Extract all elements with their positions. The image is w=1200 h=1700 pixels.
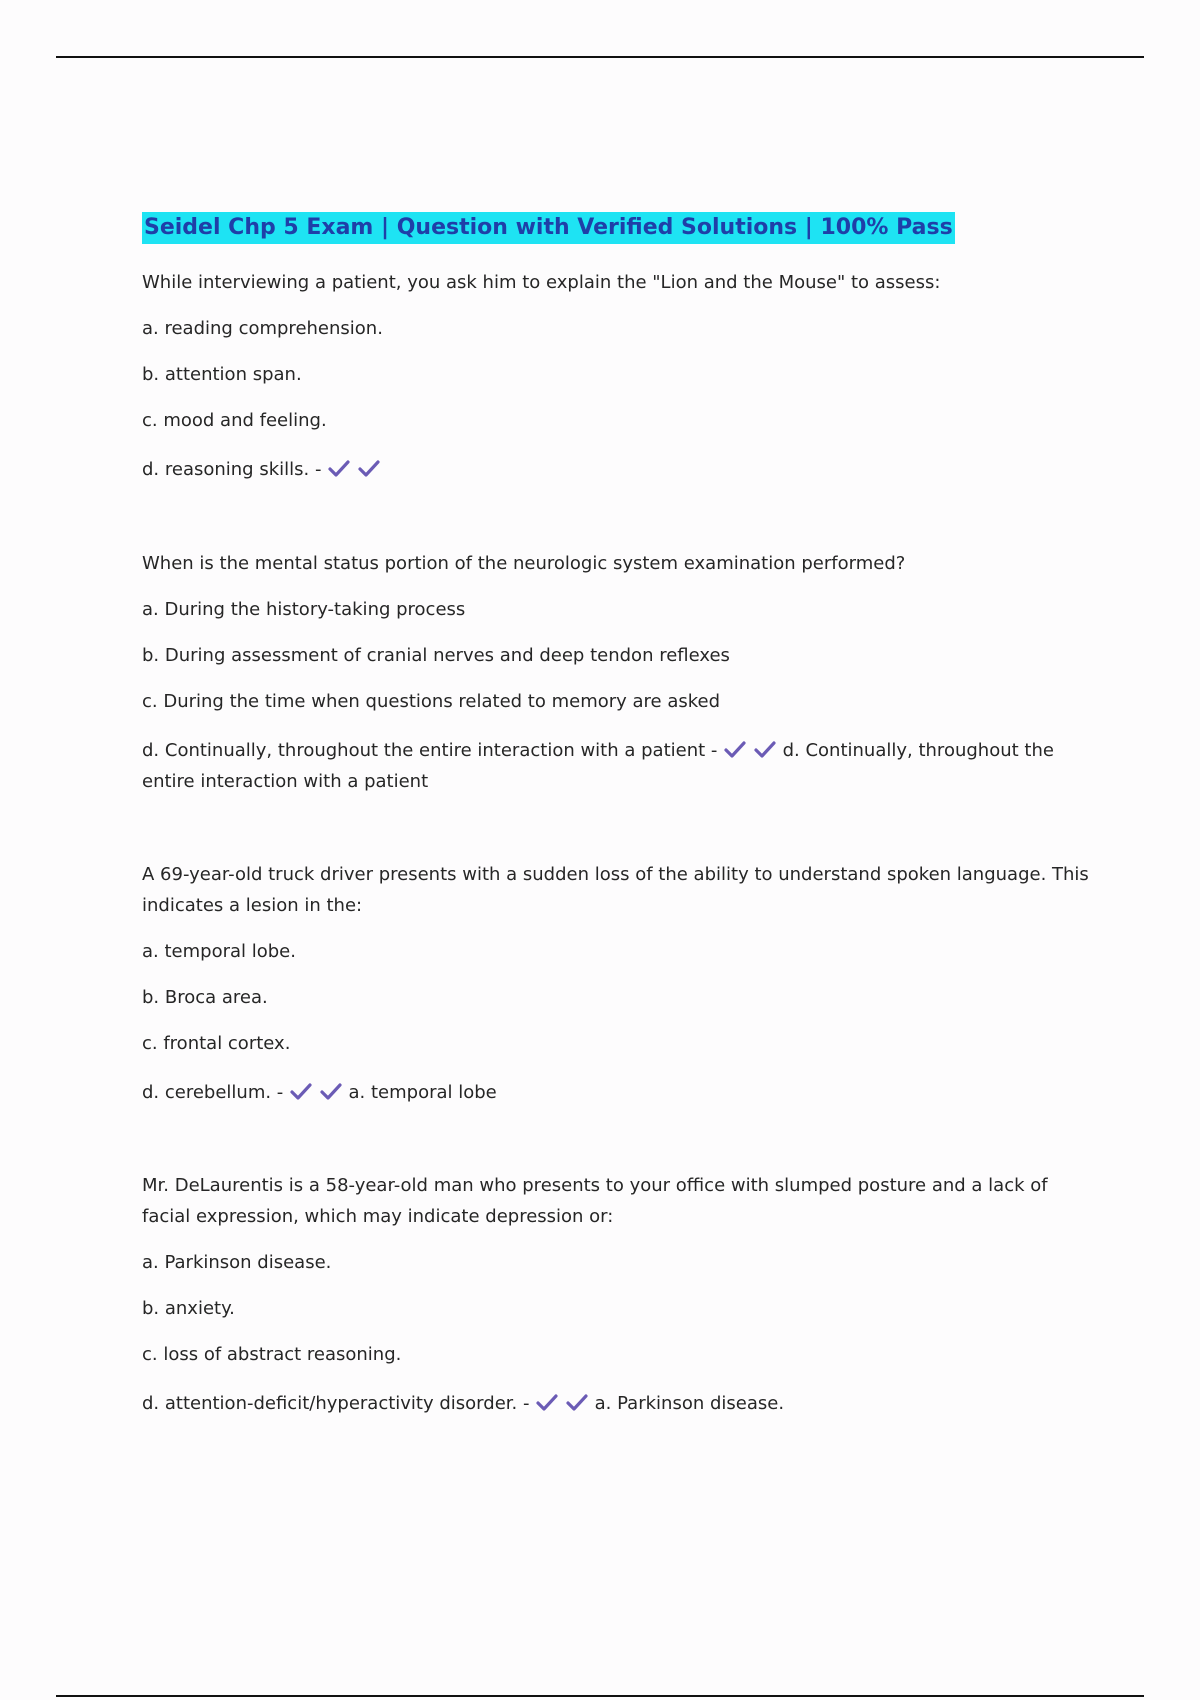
question-2-answer: d. Continually, throughout the <box>782 740 1054 761</box>
check-icon <box>289 1081 313 1101</box>
question-2-option-b: b. During assessment of cranial nerves and deep tendon reflexes <box>142 645 730 666</box>
question-1-option-d: d. reasoning skills. - <box>142 459 322 480</box>
question-4-option-a: a. Parkinson disease. <box>142 1252 332 1273</box>
question-1-answer-line <box>142 455 1062 485</box>
check-icon <box>327 458 351 478</box>
question-3-text-continued: indicates a lesion in the: <box>142 895 363 916</box>
top-rule <box>56 56 1144 58</box>
question-1-option-b: b. attention span. <box>142 364 302 385</box>
check-icon <box>723 739 747 759</box>
question-2-option-d: d. Continually, throughout the entire interaction with a patient - <box>142 740 718 761</box>
question-4-option-b: b. anxiety. <box>142 1298 235 1319</box>
check-icon <box>535 1392 559 1412</box>
question-3-answer: a. temporal lobe <box>348 1082 497 1103</box>
check-icon <box>319 1081 343 1101</box>
question-2-answer-continued: entire interaction with a patient <box>142 771 429 792</box>
question-3-text: A 69-year-old truck driver presents with a sudden loss of the ability to understand spoken language. This <box>142 864 1089 885</box>
question-3-option-d: d. cerebellum. - <box>142 1082 284 1103</box>
question-4-answer: a. Parkinson disease. <box>594 1393 785 1414</box>
question-3-option-a: a. temporal lobe. <box>142 941 296 962</box>
question-4-option-d: d. attention-deficit/hyperactivity disorder. - <box>142 1393 530 1414</box>
question-3-option-c: c. frontal cortex. <box>142 1033 291 1054</box>
question-2-answer-line <box>142 736 1062 766</box>
question-3-answer-line <box>142 1078 1062 1108</box>
question-2-option-c: c. During the time when questions related to memory are asked <box>142 691 721 712</box>
question-1-text: While interviewing a patient, you ask him to explain the "Lion and the Mouse" to assess: <box>142 272 941 293</box>
document-title: Seidel Chp 5 Exam | Question with Verified Solutions | 100% Pass <box>142 212 955 244</box>
check-icon <box>357 458 381 478</box>
bottom-rule <box>56 1695 1144 1697</box>
question-4-text: Mr. DeLaurentis is a 58-year-old man who presents to your office with slumped posture and a lack of <box>142 1175 1048 1196</box>
question-1-option-c: c. mood and feeling. <box>142 410 327 431</box>
question-4-option-c: c. loss of abstract reasoning. <box>142 1344 402 1365</box>
question-4-text-continued: facial expression, which may indicate depression or: <box>142 1206 614 1227</box>
question-4-answer-line <box>142 1389 1062 1419</box>
check-icon <box>753 739 777 759</box>
question-1-option-a: a. reading comprehension. <box>142 318 383 339</box>
question-3-option-b: b. Broca area. <box>142 987 268 1008</box>
check-icon <box>565 1392 589 1412</box>
question-2-text: When is the mental status portion of the neurologic system examination performed? <box>142 553 906 574</box>
question-2-option-a: a. During the history-taking process <box>142 599 466 620</box>
